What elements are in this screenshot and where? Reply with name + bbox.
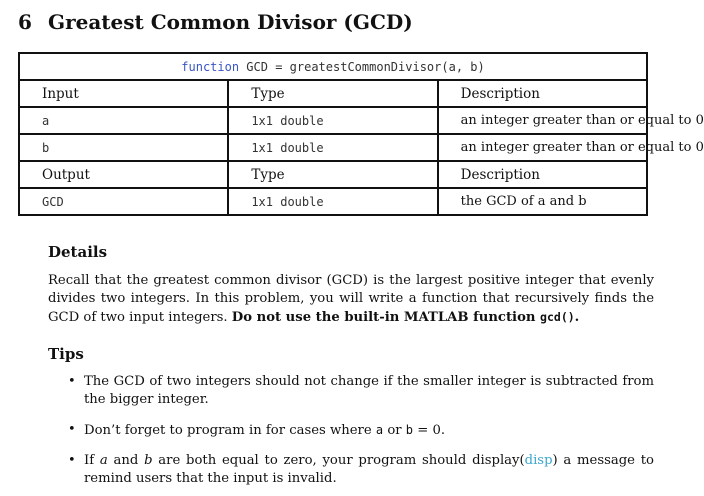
input-row [19, 107, 647, 134]
tips-list [68, 373, 654, 488]
output-row [19, 188, 647, 215]
input-header-row [19, 80, 647, 107]
function-keyword: function [181, 59, 240, 74]
output-type: 1x1 double [228, 188, 437, 215]
signature-row [19, 53, 647, 80]
tip-item: • If a and b are both equal to zero, your program should display(disp) a message to remind users that the input is invalid. [68, 452, 654, 488]
output-header-name: Output [19, 161, 228, 188]
input-header-type: Type [228, 80, 437, 107]
details-title: Details [48, 243, 108, 261]
input-type: 1x1 double [228, 134, 437, 161]
function-signature [19, 53, 647, 80]
function-signature-rest: GCD = greatestCommonDivisor(a, b) [239, 59, 485, 74]
input-name: b [19, 134, 228, 161]
tips-title: Tips [48, 345, 84, 363]
input-description: an integer greater than or equal to 0 [438, 134, 647, 161]
input-type: 1x1 double [228, 107, 437, 134]
output-header-row [19, 161, 647, 188]
input-header-name: Input [19, 80, 228, 107]
gcd-code: gcd() [540, 310, 575, 324]
tip-item: • Don’t forget to program in for cases where a or b = 0. [68, 421, 654, 440]
output-header-description: Description [438, 161, 647, 188]
input-header-description: Description [438, 80, 647, 107]
function-signature-table [18, 52, 704, 216]
input-name: a [19, 107, 228, 134]
output-header-type: Type [228, 161, 437, 188]
details-paragraph [48, 272, 654, 327]
input-row [19, 134, 647, 161]
output-description: the GCD of a and b [438, 188, 647, 215]
input-description: an integer greater than or equal to 0 [438, 107, 647, 134]
details-text: Recall that the greatest common divisor (GCD) is the largest positive integer that evenly divides two integers. In this problem, you will write a function that recursively finds the GCD of two input integers. [48, 273, 654, 325]
tip-item: • The GCD of two integers should not change if the smaller integer is subtracted from the bigger integer. [68, 373, 654, 409]
section-heading [18, 10, 413, 34]
section-title: Greatest Common Divisor (GCD) [48, 10, 413, 34]
disp-link[interactable]: disp [524, 453, 553, 468]
output-name: GCD [19, 188, 228, 215]
details-warning: Do not use the built-in MATLAB function gcd(). [231, 310, 580, 325]
section-number: 6 [18, 10, 32, 34]
